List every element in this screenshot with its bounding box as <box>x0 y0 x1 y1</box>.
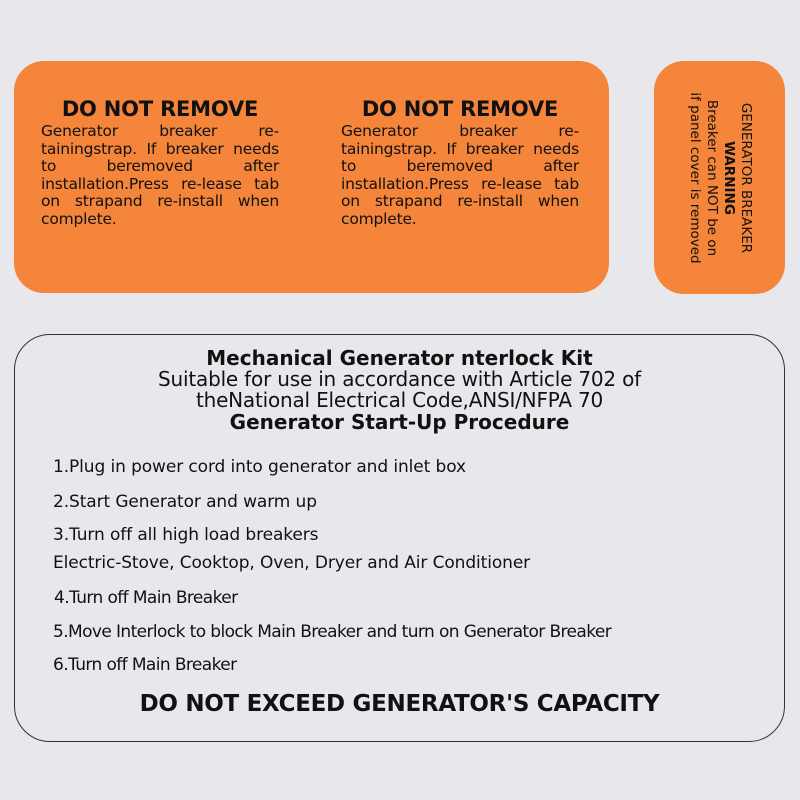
procedure-step-2: 2.Start Generator and warm up <box>53 492 317 512</box>
warning-line-1: Breaker can NOT be on <box>703 99 720 256</box>
do-not-remove-heading: DO NOT REMOVE <box>61 97 259 121</box>
warning-heading: WARNING <box>720 140 737 215</box>
procedure-step-3: 3.Turn off all high load breakers <box>53 525 319 545</box>
retaining-strap-label-left <box>41 97 279 228</box>
generator-breaker-heading: GENERATOR BREAKER <box>737 102 754 253</box>
retaining-strap-instructions: Generator breaker re-tainingstrap. If breaker needs to beremoved after installation.Press re-lease tab on strapand re-install when complete. <box>341 122 579 228</box>
rotated-warning-text <box>686 70 754 285</box>
retaining-strap-label-right <box>341 97 579 228</box>
retaining-strap-label-sheet <box>14 61 609 293</box>
procedure-step-3-detail: Electric-Stove, Cooktop, Oven, Dryer and Air Conditioner <box>53 553 531 573</box>
procedure-title: Generator Start-Up Procedure <box>229 410 570 434</box>
procedure-step-6: 6.Turn off Main Breaker <box>53 655 237 675</box>
procedure-step-5: 5.Move Interlock to block Main Breaker and turn on Generator Breaker <box>53 622 612 642</box>
instruction-header <box>15 347 784 433</box>
procedure-step-1: 1.Plug in power cord into generator and inlet box <box>53 457 466 477</box>
interlock-instruction-label <box>14 334 785 742</box>
capacity-warning: DO NOT EXCEED GENERATOR'S CAPACITY <box>139 691 660 717</box>
retaining-strap-instructions: Generator breaker re-tainingstrap. If breaker needs to beremoved after installation.Press re-lease tab on strapand re-install when complete. <box>41 122 279 228</box>
procedure-step-4: 4.Turn off Main Breaker <box>54 588 238 608</box>
code-compliance-line-1: Suitable for use in accordance with Article 702 of <box>158 367 641 391</box>
code-compliance-line-2: theNational Electrical Code,ANSI/NFPA 70 <box>195 388 604 412</box>
kit-title: Mechanical Generator nterlock Kit <box>206 346 593 370</box>
warning-line-2: if panel cover is removed <box>686 91 703 264</box>
do-not-remove-heading: DO NOT REMOVE <box>361 97 559 121</box>
generator-breaker-warning-label <box>654 61 785 294</box>
